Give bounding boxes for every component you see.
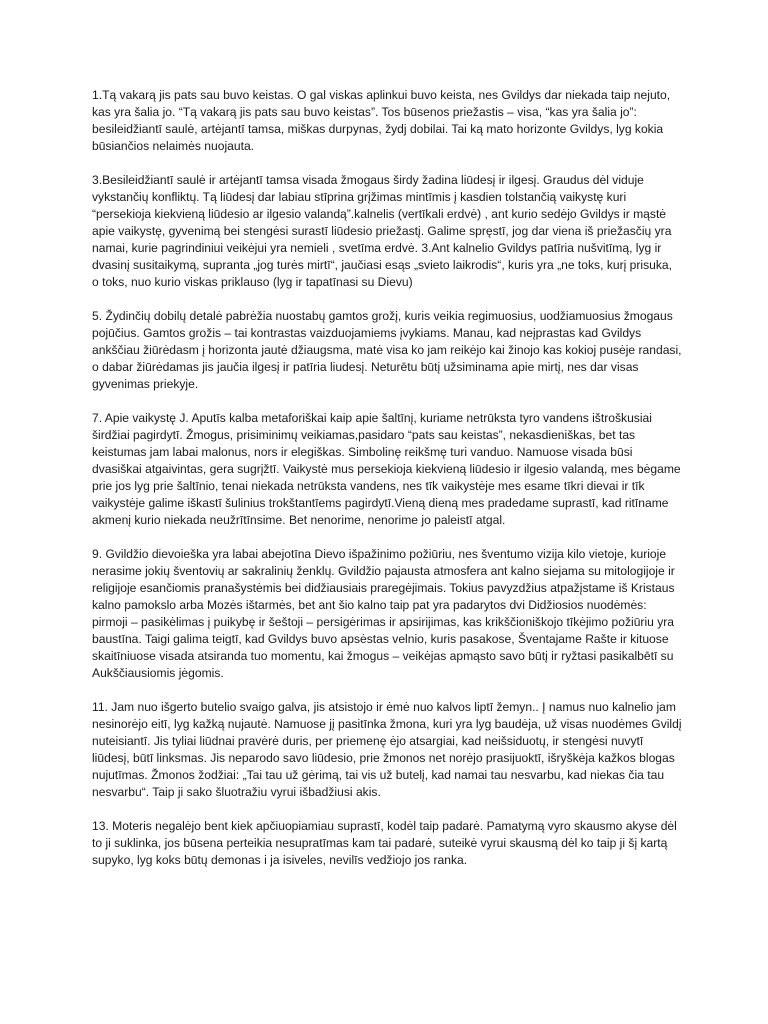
paragraph-1: 1.Tą vakarą jis pats sau buvo keistas. O gal viskas aplinkui buvo keista, nes Gvildys dar niekada taip nejuto, kas yra šalia jo. “Tą vakarą jis pats sau buvo keistas”. Tos būsenos priežastis – visa, “kas yra šalia jo”: besileidžiantī saulė, artėjantī tamsa, miškas durpynas, žydj dobilai. Tai ką mato horizonte Gvildys, lyg kokia būsiančios nelaimės nuojauta.	[92, 88, 671, 153]
paragraph-7: 7. Apie vaikystę J. Aputīs kalba metaforiškai kaip apie šaltīnį, kuriame netrūksta tyro vandens ištroškusiai širdžiai pagirdytī. Žmogus, prisiminimų veikiamas,pasidaro “pats sau keistas”, nekasdieniškas, bet tas keistumas jam labai malonus, nors ir elegiškas. Simbolinę reikšmę turi vanduo. Namuose visada būsi dvasiškai atgaivintas, gera sugrįžtī. Vaikystė mus persekioja kiekvieną liūdesio ir ilgesio valandą, mes bėgame prie jos lyg prie šaltīnio, tenai niekada netrūksta vandens, nes tīk vaikystėje mes esame tīkri dievai ir tīk vaikystėje galime iškastī šulinius trokštantīems pagirdytī.Vieną dieną mes pradedame suprastī, kad ritīname akmenį kurio niekada neužrītīnsime. Bet nenorime, nenorime jo paleistī atgal.	[92, 411, 681, 527]
document-page	[92, 87, 682, 886]
paragraph-9: 9. Gvildžio dievoieška yra labai abejotīna Dievo išpažinimo požiūriu, nes šventumo vizija kilo vietoje, kurioje nerasime jokių šventovių ar sakralinių ženklų. Gvildžio pajausta atmosfera ant kalno siejama su mitologijoje ir religijoje esančiomis pranašystėmis bei didžiausiais praregėjimais. Tokius pavyzdžius atpažįstame iš Kristaus kalno pamokslo arba Mozės ištarmės, bet ant šio kalno taip pat yra padarytos dvi Didžiosios nuodėmės: pirmoji – pasikėlimas į puikybę ir šeštoji – persigėrimas ir apsirijimas, kas krikščioniškojo tīkėjimo požiūriu yra baustīna. Taigi galima teigtī, kad Gvildys buvo apsėstas velnio, kuris pasakose, Šventajame Rašte ir kituose skaitīniuose visada atsiranda tuo momentu, kai žmogus – veikėjas apmąsto savo būtį ir ryžtasi pasikalbētī su Aukščiausiomis jėgomis.	[92, 547, 675, 680]
paragraph-11: 11. Jam nuo išgerto butelio svaigo galva, jis atsistojo ir ėmė nuo kalvos liptī žemyn.. Į namus nuo kalnelio jam nesinorėjo eitī, lyg kažką nujautė. Namuose jį pasitīnka žmona, kuri yra lyg baudėja, už visas nuodėmes Gvildį nuteisiantī. Jis tyliai liūdnai pravėrė duris, per priemenę ėjo atsargiai, kad neišsiduotų, ir stengėsi nuvytī liūdesį, būtī linksmas. Jis neparodo savo liūdesio, prie žmonos net norėjo prasijuoktī, išryškėja kažkos blogas nujutīmas. Žmonos žodžiai: „Tai tau už gėrimą, tai vis už butelį, kad namai tau nesvarbu, kad niekas čia tau nesvarbu“. Taip ji sako šluotražiu vyrui išbadžiusi akis.	[92, 700, 682, 799]
paragraph-5: 5. Žydinčių dobilų detalė pabrėžia nuostabų gamtos grožį, kuris veikia regimuosius, uodžiamuosius žmogaus pojūčius. Gamtos grožis – tai kontrastas vaizduojamiems įvykiams. Manau, kad neįprastas kad Gvildys ankščiau žiūrėdasm į horizonta jautė džiaugsma, matė visa ko jam reikėjo kai žinojo kas kokioj pusėje randasi, o dabar žiūrėdamas jis jaučia ilgesį ir patīria liudesį. Neturētu būtį užsiminama apie mirtį, nes dar visas gyvenimas priekyje.	[92, 309, 682, 391]
paragraph-3: 3.Besileidžiantī saulė ir artėjantī tamsa visada žmogaus širdy žadina liūdesį ir ilgesį. Graudus dėl viduje vykstančių konfliktų. Tą liūdesį dar labiau stīprina grįžimas mintīmis į kasdien tolstančią vaikystę kuri “persekioja kiekvieną liūdesio ar ilgesio valandą”.kalnelis (vertīkali erdvė) , ant kurio sedėjo Gvildys ir mąstė apie vaikystę, gyvenimą bei stengėsi surastī liūdesio priežastį. Galime spręstī, jog dar viena iš priežasčių yra namai, kurie pagrindiniui veikėjui yra nemieli , svetīma erdvė. 3.Ant kalnelio Gvildys patīria nušvitīmą, lyg ir dvasinį susitaikymą, supranta „jog turės mirtī“, jaučiasi esąs „svieto laikrodis“, kuris yra „ne toks, kurį prisuka, o toks, nuo kurio viskas priklauso (lyg ir tapatīnasi su Dievu)	[92, 173, 673, 289]
paragraph-13: 13. Moteris negalėjo bent kiek apčiuopiamiau suprastī, kodėl taip padarė. Pamatymą vyro skausmo akyse dėl to ji suklinka, jos būsena perteikia nesupratīmas kam tai padarė, suteikė vyrui skausmą dėl ko taip ji šį kartą supyko, lyg koks būtų demonas i ja isiveles, nevilīs vedžiojo jos ranka.	[92, 819, 677, 867]
